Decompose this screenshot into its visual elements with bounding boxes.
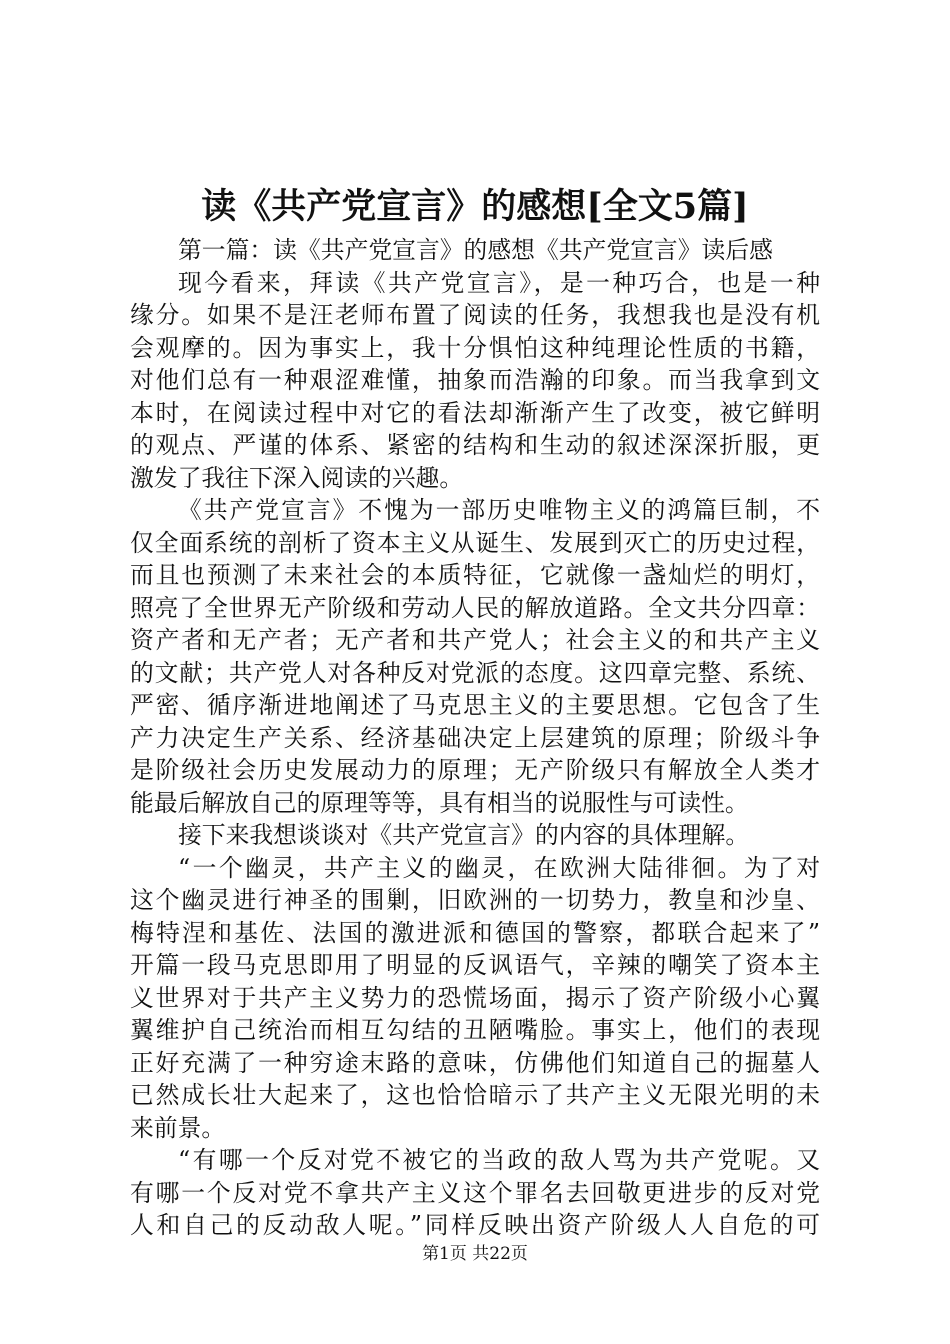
paragraph-line: 已然成长壮大起来了，这也恰恰暗示了共产主义无限光明的未 — [130, 1081, 820, 1109]
paragraph-line: 《共产党宣言》不愧为一部历史唯物主义的鸿篇巨制，不 — [178, 496, 820, 524]
paragraph-line: 能最后解放自己的原理等等，具有相当的说服性与可读性。 — [130, 788, 749, 817]
paragraph-line: 照亮了全世界无产阶级和劳动人民的解放道路。全文共分四章： — [130, 593, 820, 622]
paragraph-line: 对他们总有一种艰涩难懂，抽象而浩瀚的印象。而当我拿到文 — [130, 366, 820, 394]
paragraph-line: 而且也预测了未来社会的本质特征，它就像一盏灿烂的明灯， — [130, 561, 820, 589]
paragraph-line: 产力决定生产关系、经济基础决定上层建筑的原理；阶级斗争 — [130, 723, 820, 752]
section-heading: 第一篇：读《共产党宣言》的感想《共产党宣言》读后感 — [178, 236, 773, 264]
paragraph-line: 梅特涅和基佐、法国的激进派和德国的警察，都联合起来了” — [130, 918, 820, 947]
paragraph-line: 仅全面系统的剖析了资本主义从诞生、发展到灭亡的历史过程， — [130, 528, 820, 557]
paragraph-line: 义世界对于共产主义势力的恐慌场面，揭示了资产阶级小心翼 — [130, 983, 820, 1012]
paragraph-line: 来前景。 — [130, 1113, 226, 1142]
paragraph-line: 开篇一段马克思即用了明显的反讽语气，辛辣的嘲笑了资本主 — [130, 951, 820, 979]
paragraph-line: 严密、循序渐进地阐述了马克思主义的主要思想。它包含了生 — [130, 691, 820, 719]
paragraph-line: 人和自己的反动敌人呢。”同样反映出资产阶级人人自危的可 — [130, 1211, 820, 1239]
paragraph-line: 资产者和无产者；无产者和共产党人；社会主义的和共产主义 — [130, 626, 820, 654]
paragraph-line: “一个幽灵，共产主义的幽灵，在欧洲大陆徘徊。为了对 — [178, 853, 820, 882]
paragraph-line: 有哪一个反对党不拿共产主义这个罪名去回敬更进步的反对党 — [130, 1178, 820, 1207]
paragraph-line: 翼维护自己统治而相互勾结的丑陋嘴脸。事实上，他们的表现 — [130, 1016, 820, 1044]
page-footer: 第1页 共22页 — [422, 1244, 528, 1264]
paragraph-line: 缘分。如果不是汪老师布置了阅读的任务，我想我也是没有机 — [130, 301, 820, 329]
paragraph-line: 现今看来，拜读《共产党宣言》，是一种巧合，也是一种 — [178, 268, 820, 297]
paragraph-line: 接下来我想谈谈对《共产党宣言》的内容的具体理解。 — [178, 821, 750, 849]
paragraph-line: 本时，在阅读过程中对它的看法却渐渐产生了改变，被它鲜明 — [130, 398, 820, 427]
paragraph-line: 是阶级社会历史发展动力的原理；无产阶级只有解放全人类才 — [130, 756, 820, 784]
paragraph-line: 的观点、严谨的体系、紧密的结构和生动的叙述深深折服，更 — [130, 431, 820, 459]
document-body — [130, 234, 820, 1242]
paragraph-line: 正好充满了一种穷途末路的意味，仿佛他们知道自己的掘墓人 — [130, 1048, 820, 1077]
document-title: 读《共产党宣言》的感想[全文5篇] — [201, 186, 749, 227]
paragraph-line: 的文献；共产党人对各种反对党派的态度。这四章完整、系统、 — [130, 658, 820, 687]
paragraph-line: 这个幽灵进行神圣的围剿，旧欧洲的一切势力，教皇和沙皇、 — [130, 886, 820, 914]
paragraph-line: 会观摩的。因为事实上，我十分惧怕这种纯理论性质的书籍， — [130, 333, 820, 362]
paragraph-line: 激发了我往下深入阅读的兴趣。 — [130, 463, 464, 492]
paragraph-line: “有哪一个反对党不被它的当政的敌人骂为共产党呢。又 — [178, 1146, 820, 1174]
